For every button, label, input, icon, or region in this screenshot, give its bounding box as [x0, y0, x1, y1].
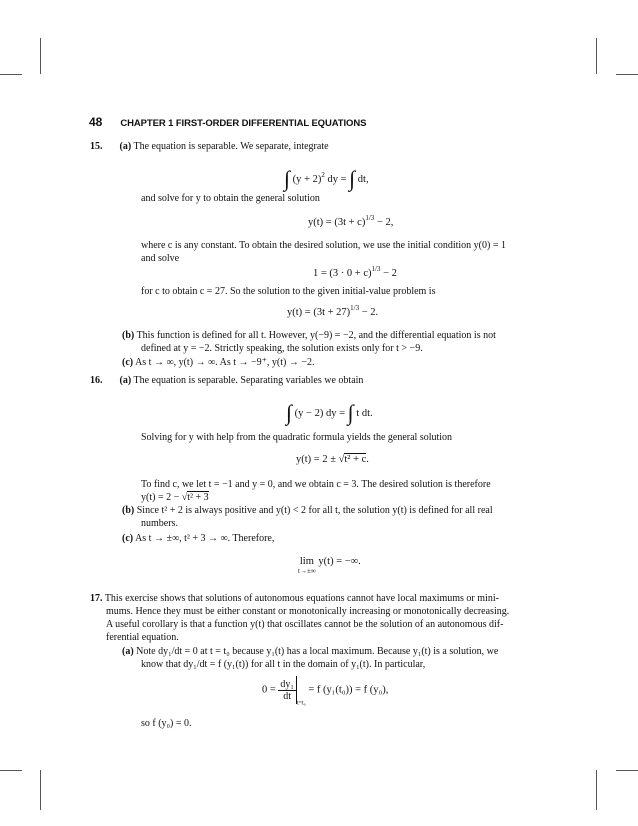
eq-part: y(t) = −∞.: [318, 556, 361, 567]
text: The equation is separable. Separating variables we obtain: [133, 375, 364, 386]
eq-part: (y − 2) dy =: [294, 408, 345, 419]
page-number: 48: [89, 115, 103, 129]
part-label: (a): [119, 141, 132, 152]
part-label: (a): [119, 375, 132, 386]
part-line: [122, 505, 493, 517]
eq-part: .: [366, 454, 369, 465]
part-label: (c): [122, 533, 134, 544]
crop-mark: [0, 770, 22, 771]
lim-subscript: t→±∞: [298, 567, 316, 575]
crop-mark: [40, 770, 41, 810]
eq-part: 1 = (3 · 0 + c): [313, 268, 372, 279]
problem-15-line: [90, 141, 329, 153]
eq-part: − 2,: [376, 217, 394, 228]
eq-part: − 2.: [361, 307, 379, 318]
text-line: for c to obtain c = 27. So the solution to the given initial-value problem is: [141, 286, 436, 297]
text-line: defined at y = −2. Strictly speaking, the solution exists only for t > −9.: [141, 343, 423, 354]
text-line: where c is any constant. To obtain the desired solution, we use the initial condition y(0) = 1: [141, 240, 506, 251]
eq-sup: 1/3: [350, 304, 360, 312]
part-line: [122, 533, 274, 545]
text-line: [141, 492, 209, 504]
crop-mark: [0, 74, 22, 75]
fraction: [278, 679, 296, 702]
integral-sign: ∫: [349, 166, 356, 191]
lim: lim: [299, 556, 314, 567]
equation: [262, 676, 388, 706]
text: This function is defined for all t. However, y(−9) = −2, and the differential equation is not: [136, 330, 496, 341]
eq-sup: 2: [321, 171, 325, 179]
text-line: ferential equation.: [106, 632, 179, 643]
crop-mark: [616, 770, 638, 771]
text-line: To find c, we let t = −1 and y = 0, and we obtain c = 3. The desired solution is therefore: [141, 479, 491, 490]
text-line: A useful corollary is that a function y(t) that oscillates cannot be the solution of an autonomous dif-: [106, 619, 504, 630]
crop-mark: [596, 770, 597, 810]
denominator: dt: [283, 690, 292, 702]
problem-number: 15.: [90, 141, 103, 152]
sqrt-sign: √: [338, 454, 345, 465]
text-line: so f (y₀) = 0.: [141, 718, 192, 729]
eval-subscript: t=t₀: [296, 700, 306, 707]
eq-part: = f (y₁(t₀)) = f (y₀),: [308, 684, 389, 696]
text-line: know that dy₁/dt = f (y₁(t)) for all t in the domain of y₁(t). In particular,: [141, 659, 426, 670]
equation: [313, 265, 397, 279]
text: This exercise shows that solutions of autonomous equations cannot have local maximums or mini-: [104, 593, 499, 604]
text: Since t² + 2 is always positive and y(t) < 2 for all t, the solution y(t) is defined for all real: [136, 505, 493, 516]
text: As t → ±∞, t² + 3 → ∞. Therefore,: [135, 533, 275, 544]
text: Note dy₁/dt = 0 at t = t₀ because y₁(t) has a local maximum. Because y₁(t) is a solution, we: [136, 646, 499, 657]
running-header: [89, 113, 366, 131]
crop-mark: [616, 74, 638, 75]
equation: [298, 556, 361, 575]
eq-part: dy =: [327, 174, 347, 185]
eq-part: 0 =: [262, 684, 276, 696]
part-line: [122, 330, 496, 342]
equation: [287, 304, 378, 318]
eq-part: y(t) = (3t + 27): [287, 307, 351, 318]
part-label: (b): [122, 330, 135, 341]
part-line: [122, 357, 315, 369]
problem-number: 16.: [90, 375, 103, 386]
chapter-title: CHAPTER 1 FIRST-ORDER DIFFERENTIAL EQUATIONS: [120, 118, 367, 129]
eq-part: dt,: [357, 174, 369, 185]
equation: [286, 396, 373, 425]
text: y(t) = 2 −: [141, 492, 180, 503]
eq-part: (y + 2): [292, 174, 322, 185]
text: The equation is separable. We separate, integrate: [133, 141, 329, 152]
radicand: t² + c: [344, 454, 367, 465]
text: As t → ∞, y(t) → ∞. As t → −9⁺, y(t) → −2.: [135, 357, 315, 368]
eq-sup: 1/3: [371, 265, 381, 273]
text-line: and solve: [141, 253, 180, 264]
part-label: (c): [122, 357, 134, 368]
problem-17-line: [90, 593, 499, 605]
radicand: t² + 3: [187, 492, 209, 503]
eq-part: y(t) = 2 ±: [296, 454, 336, 465]
text-line: and solve for y to obtain the general solution: [141, 193, 320, 204]
integral-sign: ∫: [284, 166, 291, 191]
part-line: [122, 646, 498, 658]
problem-16-line: [90, 375, 363, 387]
equation: [308, 214, 393, 228]
eq-part: − 2: [383, 268, 397, 279]
eq-sup: 1/3: [365, 214, 375, 222]
numerator: dy₁: [280, 678, 294, 690]
text-line: Solving for y with help from the quadratic formula yields the general solution: [141, 432, 453, 443]
integral-sign: ∫: [286, 400, 293, 425]
text-line: mums. Hence they must be either constant or monotonically increasing or monotonically decreasing.: [106, 606, 510, 617]
equation: [284, 162, 369, 191]
part-label: (a): [122, 646, 134, 657]
crop-mark: [40, 38, 41, 74]
integral-sign: ∫: [347, 400, 354, 425]
part-label: (b): [122, 505, 135, 516]
eq-part: t dt.: [356, 408, 373, 419]
problem-number: 17.: [90, 593, 103, 604]
equation: [296, 454, 369, 465]
eq-part: y(t) = (3t + c): [308, 217, 366, 228]
text-line: numbers.: [141, 518, 178, 529]
crop-mark: [596, 38, 597, 74]
sqrt-sign: √: [181, 492, 188, 503]
